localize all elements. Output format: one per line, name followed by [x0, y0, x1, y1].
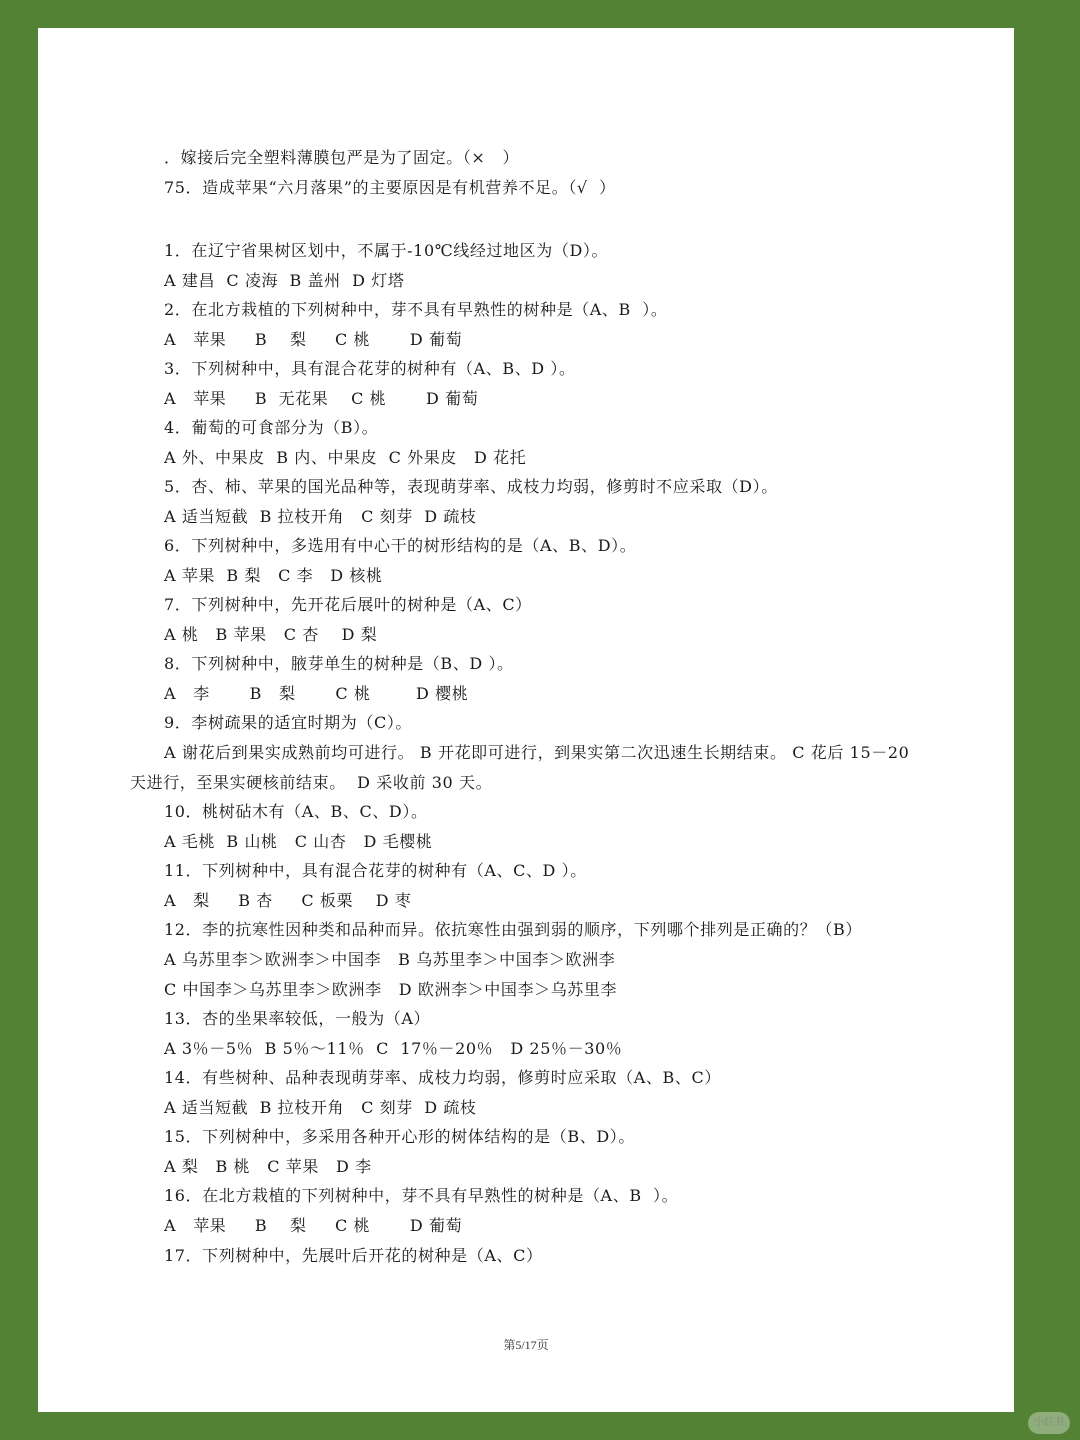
text-line: A 外、中果皮 B 内、中果皮 C 外果皮 D 花托	[164, 448, 527, 467]
text-line: 8．下列树种中，腋芽单生的树种是（B、D ）。	[164, 654, 514, 673]
text-line: 9．李树疏果的适宜时期为（C）。	[164, 713, 413, 732]
text-line: 17．下列树种中，先展叶后开花的树种是（A、C）	[164, 1246, 543, 1265]
document-page	[38, 28, 1014, 1412]
text-line: A 苹果 B 梨 C 桃 D 葡萄	[164, 330, 463, 349]
text-line: 10．桃树砧木有（A、B、C、D）。	[164, 802, 428, 821]
text-line: 3．下列树种中，具有混合花芽的树种有（A、B、D ）。	[164, 359, 576, 378]
text-line: A 梨 B 杏 C 板栗 D 枣	[164, 891, 412, 910]
text-line: 11．下列树种中，具有混合花芽的树种有（A、C、D ）。	[164, 861, 587, 880]
text-line: A 苹果 B 无花果 C 桃 D 葡萄	[164, 389, 479, 408]
text-line: 13．杏的坐果率较低，一般为（A）	[164, 1009, 431, 1028]
text-line: A 建昌 C 凌海 B 盖州 D 灯塔	[164, 271, 405, 290]
watermark-logo: 小红书	[1028, 1412, 1070, 1434]
text-line: 6．下列树种中，多选用有中心干的树形结构的是（A、B、D）。	[164, 536, 637, 555]
text-line: A 梨 B 桃 C 苹果 D 李	[164, 1157, 372, 1176]
text-line: 2．在北方栽植的下列树种中，芽不具有早熟性的树种是（A、B ）。	[164, 300, 668, 319]
text-line: 4．葡萄的可食部分为（B）。	[164, 418, 379, 437]
text-line: ．嫁接后完全塑料薄膜包严是为了固定。（× ）	[164, 148, 520, 167]
text-line: A 苹果 B 梨 C 桃 D 葡萄	[164, 1216, 463, 1235]
text-line: A 桃 B 苹果 C 杏 D 梨	[164, 625, 378, 644]
text-line: A 毛桃 B 山桃 C 山杏 D 毛樱桃	[164, 832, 433, 851]
text-line: 15．下列树种中，多采用各种开心形的树体结构的是（B、D）。	[164, 1127, 635, 1146]
text-line: 16．在北方栽植的下列树种中，芽不具有早熟性的树种是（A、B ）。	[164, 1186, 679, 1205]
text-line: A 谢花后到果实成熟前均可进行。 B 开花即可进行，到果实第二次迅速生长期结束。 C 花后 15－20	[164, 743, 910, 762]
text-line: C 中国李＞乌苏里李＞欧洲李 D 欧洲李＞中国李＞乌苏里李	[164, 980, 618, 999]
text-line: 7．下列树种中，先开花后展叶的树种是（A、C）	[164, 595, 532, 614]
text-line: 1．在辽宁省果树区划中，不属于-10℃线经过地区为（D）。	[164, 241, 609, 260]
page-number: 第5/17页	[503, 1338, 549, 1352]
text-line: A 苹果 B 梨 C 李 D 核桃	[164, 566, 383, 585]
text-line: A 3％－5％ B 5％～11％ C 17％－20％ D 25％－30％	[164, 1039, 623, 1058]
text-line: 天进行，至果实硬核前结束。 D 采收前 30 天。	[130, 773, 493, 792]
text-line: 75．造成苹果“六月落果”的主要原因是有机营养不足。（√ ）	[164, 178, 616, 197]
text-line: 12．李的抗寒性因种类和品种而异。依抗寒性由强到弱的顺序，下列哪个排列是正确的？（B）	[164, 920, 862, 939]
text-line: 14．有些树种、品种表现萌芽率、成枝力均弱，修剪时应采取（A、B、C）	[164, 1068, 721, 1087]
text-line: A 适当短截 B 拉枝开角 C 刻芽 D 疏枝	[164, 507, 477, 526]
text-line: A 李 B 梨 C 桃 D 樱桃	[164, 684, 469, 703]
text-line: A 适当短截 B 拉枝开角 C 刻芽 D 疏枝	[164, 1098, 477, 1117]
text-line: A 乌苏里李＞欧洲李＞中国李 B 乌苏里李＞中国李＞欧洲李	[164, 950, 616, 969]
text-line: 5．杏、柿、苹果的国光品种等，表现萌芽率、成枝力均弱，修剪时不应采取（D）。	[164, 477, 778, 496]
